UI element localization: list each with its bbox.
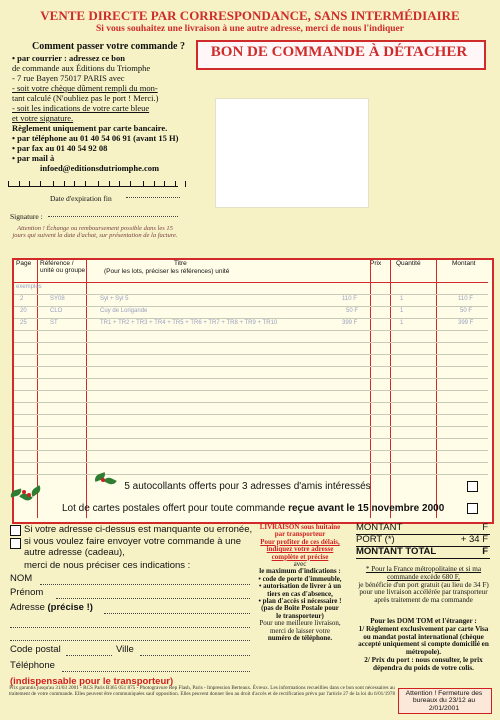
how-to-title: Comment passer votre commande ? xyxy=(32,41,185,52)
row-montant: 399 F xyxy=(458,320,474,326)
table-row[interactable] xyxy=(14,390,488,391)
table-row[interactable] xyxy=(14,402,488,403)
prenom-field[interactable] xyxy=(56,598,250,599)
row-page: 20 xyxy=(20,308,27,314)
address-check2-label: si vous voulez faire envoyer votre commande à une autre adresse (cadeau), xyxy=(24,536,242,558)
row-qte: 1 xyxy=(400,308,404,314)
how-line: • par courrier : adressez ce bon xyxy=(12,53,125,63)
card-digit-tick xyxy=(119,181,120,187)
header-title: VENTE DIRECTE PAR CORRESPONDANCE, SANS INTERMÉDIAIRE xyxy=(40,8,460,23)
card-digit-tick xyxy=(143,181,144,187)
promo-stickers: 5 autocollants offerts pour 3 adresses d'amis intéressés xyxy=(124,481,371,492)
address-label-area xyxy=(215,98,369,208)
row-ref: SY08 xyxy=(50,296,65,302)
expiry-field[interactable] xyxy=(126,197,180,198)
row-ref: CLO xyxy=(50,308,63,314)
signature-field[interactable] xyxy=(48,216,178,217)
address-instruction: merci de nous préciser ces indications : xyxy=(24,560,191,571)
card-digit-tick xyxy=(130,181,131,187)
gift-address-checkbox[interactable] xyxy=(10,538,21,549)
adresse-label: Adresse (précise !) xyxy=(10,602,93,613)
address-error-checkbox[interactable] xyxy=(10,525,21,536)
promo-postcards: Lot de cartes postales offert pour toute commande reçue avant le 15 novembre 2000 xyxy=(62,503,445,514)
montant-total-row[interactable]: MONTANT TOTAL F xyxy=(356,546,488,557)
adresse-field[interactable] xyxy=(104,613,250,614)
table-row[interactable] xyxy=(14,306,488,307)
telephone-field[interactable] xyxy=(62,671,250,672)
how-line: - 7 rue Bayen 75017 PARIS avec xyxy=(12,73,125,83)
card-digit-tick xyxy=(164,181,165,187)
row-titre: Syl + Syl 5 xyxy=(100,296,129,302)
montant-row[interactable]: MONTANT F xyxy=(356,522,488,533)
row-prix: 399 F xyxy=(342,320,358,326)
row-montant: 110 F xyxy=(458,296,473,302)
port-row: PORT (*) + 34 F xyxy=(356,534,488,545)
table-row[interactable] xyxy=(14,462,488,463)
col-montant: Montant xyxy=(452,260,476,267)
row-page: 2 xyxy=(20,296,24,302)
refund-notice: Attention ! Échange ou remboursement possible dans les 15 jours qui suivent la date d'achat, sur présentation de la facture. xyxy=(12,225,178,239)
legal-notice: Prix garantis jusqu'au 31/03 2001 - RCS Paris B365 051 875 - Photogravure Rep Flash, Paris - Impression Berteaux. Évreux. Les informations recueillies dans ce bon sont nécessaires au traitement de votre commande. Elles peuvent être communiquées sauf opposition. Elles peuvent donner lieu au droit d'accès et de rectification prévu par l'article 27 de la loi du 6/01/1978 xyxy=(8,685,396,697)
how-line: • par téléphone au 01 40 54 06 91 (avant 15 H) xyxy=(12,133,179,143)
card-number-field[interactable] xyxy=(8,176,178,187)
row-prix: 110 F xyxy=(342,296,357,302)
col-titre-sub: (Pour les lots, préciser les références) unité xyxy=(104,268,230,275)
telephone-label: Téléphone xyxy=(10,660,55,671)
table-row[interactable] xyxy=(14,426,488,427)
ville-field[interactable] xyxy=(140,655,250,656)
how-line: de commande aux Éditions du Triomphe xyxy=(12,63,151,73)
table-row[interactable] xyxy=(14,450,488,451)
card-digit-tick xyxy=(109,181,110,187)
address-check1-label: Si votre adresse ci-dessus est manquante ou erronée, xyxy=(24,524,253,535)
card-digit-tick xyxy=(8,181,9,187)
telephone-note: (indispensable pour le transporteur) xyxy=(10,676,174,687)
col-page: Page xyxy=(16,260,32,267)
nom-label: NOM xyxy=(10,573,33,584)
signature-label: Signature : xyxy=(10,212,43,221)
domtom-note: Pour les DOM TOM et l'étranger : 1/ Règlement exclusivement par carte Visa ou mandat postal international (chèque accepté uniquement si compte domicilié en métropole). 2/ Prix du port : nous consulter, le prix dépendra du poids de votre colis. xyxy=(358,617,489,672)
header-subtitle: Si vous souhaitez une livraison à une autre adresse, merci de nous l'indiquer xyxy=(96,24,404,34)
adresse-field-line3[interactable] xyxy=(10,640,250,641)
col-titre: Titre xyxy=(174,260,187,267)
col-reference: Référence / unité ou groupe xyxy=(40,260,86,274)
row-page: 25 xyxy=(20,320,27,326)
col-prix: Prix xyxy=(370,260,382,267)
table-row[interactable] xyxy=(14,474,488,475)
table-row[interactable] xyxy=(14,330,488,331)
row-prix: 50 F xyxy=(346,308,359,314)
how-line: • par fax au 01 40 54 92 08 xyxy=(12,143,108,153)
row-montant: 50 F xyxy=(460,308,473,314)
row-qte: 1 xyxy=(400,320,404,326)
table-row[interactable] xyxy=(14,354,488,355)
col-divider xyxy=(37,260,38,518)
card-digit-tick xyxy=(154,181,155,187)
table-row[interactable] xyxy=(14,414,488,415)
code-postal-field[interactable] xyxy=(66,655,112,656)
nom-field[interactable] xyxy=(40,584,250,585)
card-digit-tick xyxy=(74,181,75,187)
ville-label: Ville xyxy=(116,644,134,655)
closure-notice: Attention ! Fermeture des bureaux du 23/12 au 2/01/2001 xyxy=(405,690,483,712)
prenom-label: Prénom xyxy=(10,587,44,598)
code-postal-label: Code postal xyxy=(10,644,61,655)
col-divider xyxy=(370,260,371,518)
france-shipping-note: * Pour la France métropolitaine et si ma commande excède 680 F, je bénéficie d'un port gratuit (au lieu de 34 F) pour une livraison accélérée par transporteur après traitement de ma commande xyxy=(358,565,489,605)
table-row[interactable] xyxy=(14,438,488,439)
promo-postcards-checkbox[interactable] xyxy=(467,503,478,514)
card-digit-tick xyxy=(53,181,54,187)
bon-title: BON DE COMMANDE À DÉTACHER xyxy=(210,44,468,60)
delivery-info: LIVRAISON sous huitaine par transporteur Pour profiter de ces délais, indiquez votre adresse complète et précise avec le maximum d'indications : • code de porte d'immeuble, • autorisation de livrer à un tiers en cas d'absence, • plan d'accès si nécessaire ! (pas de Boîte Postale pour le transporteur) Pour une meilleure livraison, merci de laisser votre numéro de téléphone. xyxy=(258,523,342,643)
how-line: et votre signature. xyxy=(12,113,74,123)
card-digit-tick xyxy=(64,181,65,187)
example-label: exemples xyxy=(16,284,42,290)
email-address: infoed@editionsdutriomphe.com xyxy=(40,163,160,173)
how-line: - soit les indications de votre carte bleue xyxy=(12,103,150,113)
how-line: • par mail à xyxy=(12,153,55,163)
table-row[interactable] xyxy=(14,378,488,379)
col-quantite: Quantité xyxy=(396,260,421,267)
col-divider xyxy=(86,260,87,518)
adresse-field-line2[interactable] xyxy=(10,627,250,628)
promo-stickers-checkbox[interactable] xyxy=(467,481,478,492)
how-line: Règlement uniquement par carte bancaire. xyxy=(12,123,168,133)
row-qte: 1 xyxy=(400,296,404,302)
card-digit-tick xyxy=(185,181,186,187)
card-digit-tick xyxy=(85,181,86,187)
col-divider xyxy=(390,260,391,518)
card-digit-tick xyxy=(175,181,176,187)
card-digit-tick xyxy=(29,181,30,187)
table-row[interactable] xyxy=(14,318,488,319)
row-titre: TR1 + TR2 + TR3 + TR4 + TR5 + TR6 + TR7 + TR8 + TR9 + TR10 xyxy=(100,320,278,326)
card-digit-tick xyxy=(19,181,20,187)
card-digit-tick xyxy=(98,181,99,187)
card-digit-tick xyxy=(40,181,41,187)
col-divider xyxy=(436,260,437,518)
expiry-label: Date d'expiration fin xyxy=(50,194,112,203)
row-titre: Cuy de Lorigande xyxy=(100,308,148,314)
how-line: tant calculé (N'oubliez pas le port ! Merci.) xyxy=(12,93,159,103)
how-line: - soit votre chèque dûment rempli du mon- xyxy=(12,83,158,93)
table-row[interactable] xyxy=(14,342,488,343)
table-row[interactable] xyxy=(14,366,488,367)
row-ref: ST xyxy=(50,320,58,326)
table-row[interactable] xyxy=(14,294,488,295)
